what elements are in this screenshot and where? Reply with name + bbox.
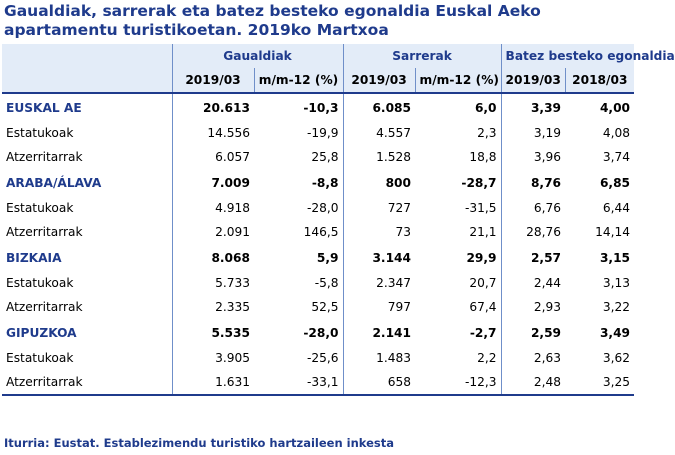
table-cell: 2.141 — [343, 319, 415, 346]
group-header-gaualdiak: Gaualdiak — [172, 44, 343, 68]
table-cell: 25,8 — [311, 150, 339, 164]
table-cell: -8,8 — [311, 175, 339, 190]
sub-header: 2019/03 — [172, 68, 254, 93]
table-cell: 20,7 — [469, 276, 497, 290]
row-label: GIPUZKOA — [6, 325, 77, 340]
table-row — [2, 196, 634, 220]
table-cell: -5,8 — [314, 276, 339, 290]
table-cell: 2.347 — [343, 271, 415, 295]
table-cell: 73 — [343, 220, 415, 244]
table-cell: 8,76 — [501, 169, 565, 196]
row-label: Atzerritarrak — [6, 150, 83, 164]
region-row — [2, 244, 634, 271]
table-cell: 14.556 — [172, 121, 254, 145]
sub-header: m/m-12 (%) — [254, 68, 343, 93]
table-cell: 3,13 — [602, 276, 631, 290]
group-header-row — [2, 44, 634, 68]
table-cell: 3.144 — [343, 244, 415, 271]
table-cell: 28,76 — [501, 220, 565, 244]
table-cell: 2,48 — [501, 370, 565, 395]
table-cell: 3.905 — [172, 346, 254, 370]
sub-header: m/m-12 (%) — [415, 68, 501, 93]
table-cell: 52,5 — [311, 300, 339, 314]
table-cell: 4.557 — [343, 121, 415, 145]
table-cell: 3,25 — [565, 370, 634, 395]
table-cell: 2,57 — [501, 244, 565, 271]
table-cell: 4.918 — [172, 196, 254, 220]
table-cell: 20.613 — [172, 93, 254, 121]
table-cell: 3,15 — [599, 250, 631, 265]
table-cell: 2,44 — [501, 271, 565, 295]
table-cell: 4,00 — [599, 100, 631, 115]
region-row — [2, 93, 634, 121]
table-cell: -19,9 — [306, 126, 339, 140]
table-cell: -10,3 — [303, 100, 339, 115]
region-row — [2, 319, 634, 346]
table-cell: 2.091 — [172, 220, 254, 244]
table-cell: 3,96 — [501, 145, 565, 169]
table-cell: 18,8 — [469, 150, 497, 164]
row-label: Atzerritarrak — [6, 225, 83, 239]
table-row — [2, 346, 634, 370]
table-cell: 29,9 — [466, 250, 497, 265]
row-label: Estatukoak — [6, 201, 74, 215]
row-label: Atzerritarrak — [2, 370, 172, 395]
table-cell: 2,2 — [477, 351, 497, 365]
table-cell: 1.631 — [172, 370, 254, 395]
table-cell: -25,6 — [306, 351, 339, 365]
table-cell: 6,44 — [602, 201, 631, 215]
row-label: EUSKAL AE — [6, 100, 82, 115]
table-cell: 2.335 — [172, 295, 254, 319]
table-cell: 3,62 — [602, 351, 631, 365]
group-header-sarrerak: Sarrerak — [343, 44, 501, 68]
table-cell: -28,0 — [303, 325, 339, 340]
table-cell: -28,7 — [461, 175, 497, 190]
table-cell: 3,22 — [602, 300, 631, 314]
row-label: BIZKAIA — [6, 250, 62, 265]
table-cell: 658 — [343, 370, 415, 395]
table-cell: 6.057 — [172, 145, 254, 169]
chart-title: Gaualdiak, sarrerak eta batez besteko egonaldia Euskal Aeko apartamentu turistikoetan. 2019ko Martxoa — [4, 2, 541, 39]
table-row — [2, 271, 634, 295]
table-cell: 6,85 — [599, 175, 631, 190]
source-note: Iturria: Eustat. Establezimendu turistiko hartzaileen inkesta — [4, 436, 395, 450]
sub-header-row — [2, 68, 634, 93]
table-cell: 3,74 — [602, 150, 631, 164]
sub-header: 2018/03 — [565, 68, 634, 93]
sub-header: 2019/03 — [343, 68, 415, 93]
table-cell: 67,4 — [469, 300, 497, 314]
table-cell: 6.085 — [343, 93, 415, 121]
group-header-egonaldia: Batez besteko egonaldia — [501, 44, 634, 68]
table-cell: 797 — [343, 295, 415, 319]
data-table — [2, 44, 675, 396]
header-corner — [2, 44, 172, 68]
table-cell: 5,9 — [316, 250, 339, 265]
table-row — [2, 121, 634, 145]
table-cell: 6,76 — [501, 196, 565, 220]
table-cell: 7.009 — [172, 169, 254, 196]
table-cell: 2,93 — [501, 295, 565, 319]
row-label: Estatukoak — [6, 276, 74, 290]
header-corner-lower — [2, 68, 172, 93]
table-cell: -33,1 — [254, 370, 343, 395]
table-cell: 21,1 — [469, 225, 497, 239]
table-cell: 3,39 — [501, 93, 565, 121]
table-cell: 727 — [343, 196, 415, 220]
region-row — [2, 169, 634, 196]
table-row — [2, 145, 634, 169]
table-row — [2, 370, 634, 395]
table-cell: 6,0 — [474, 100, 497, 115]
table-cell: 3,49 — [599, 325, 631, 340]
table-cell: 14,14 — [595, 225, 631, 239]
table-cell: 8.068 — [172, 244, 254, 271]
table-body — [2, 93, 634, 395]
table-cell: 2,59 — [501, 319, 565, 346]
table-cell: 2,63 — [501, 346, 565, 370]
table-row — [2, 220, 634, 244]
table-row — [2, 295, 634, 319]
row-label: Estatukoak — [6, 351, 74, 365]
table-cell: -31,5 — [464, 201, 497, 215]
table-cell: -2,7 — [469, 325, 497, 340]
row-label: Estatukoak — [6, 126, 74, 140]
table-cell: -12,3 — [415, 370, 501, 395]
table-cell: 3,19 — [501, 121, 565, 145]
row-label: ARABA/ÁLAVA — [6, 175, 102, 190]
table-cell: 146,5 — [303, 225, 339, 239]
table-cell: 5.733 — [172, 271, 254, 295]
table-cell: -28,0 — [306, 201, 339, 215]
table-cell: 1.483 — [343, 346, 415, 370]
table-cell: 800 — [343, 169, 415, 196]
table-cell: 1.528 — [343, 145, 415, 169]
sub-header: 2019/03 — [501, 68, 565, 93]
row-label: Atzerritarrak — [6, 300, 83, 314]
table-cell: 5.535 — [172, 319, 254, 346]
table-cell: 2,3 — [477, 126, 497, 140]
table-cell: 4,08 — [602, 126, 631, 140]
